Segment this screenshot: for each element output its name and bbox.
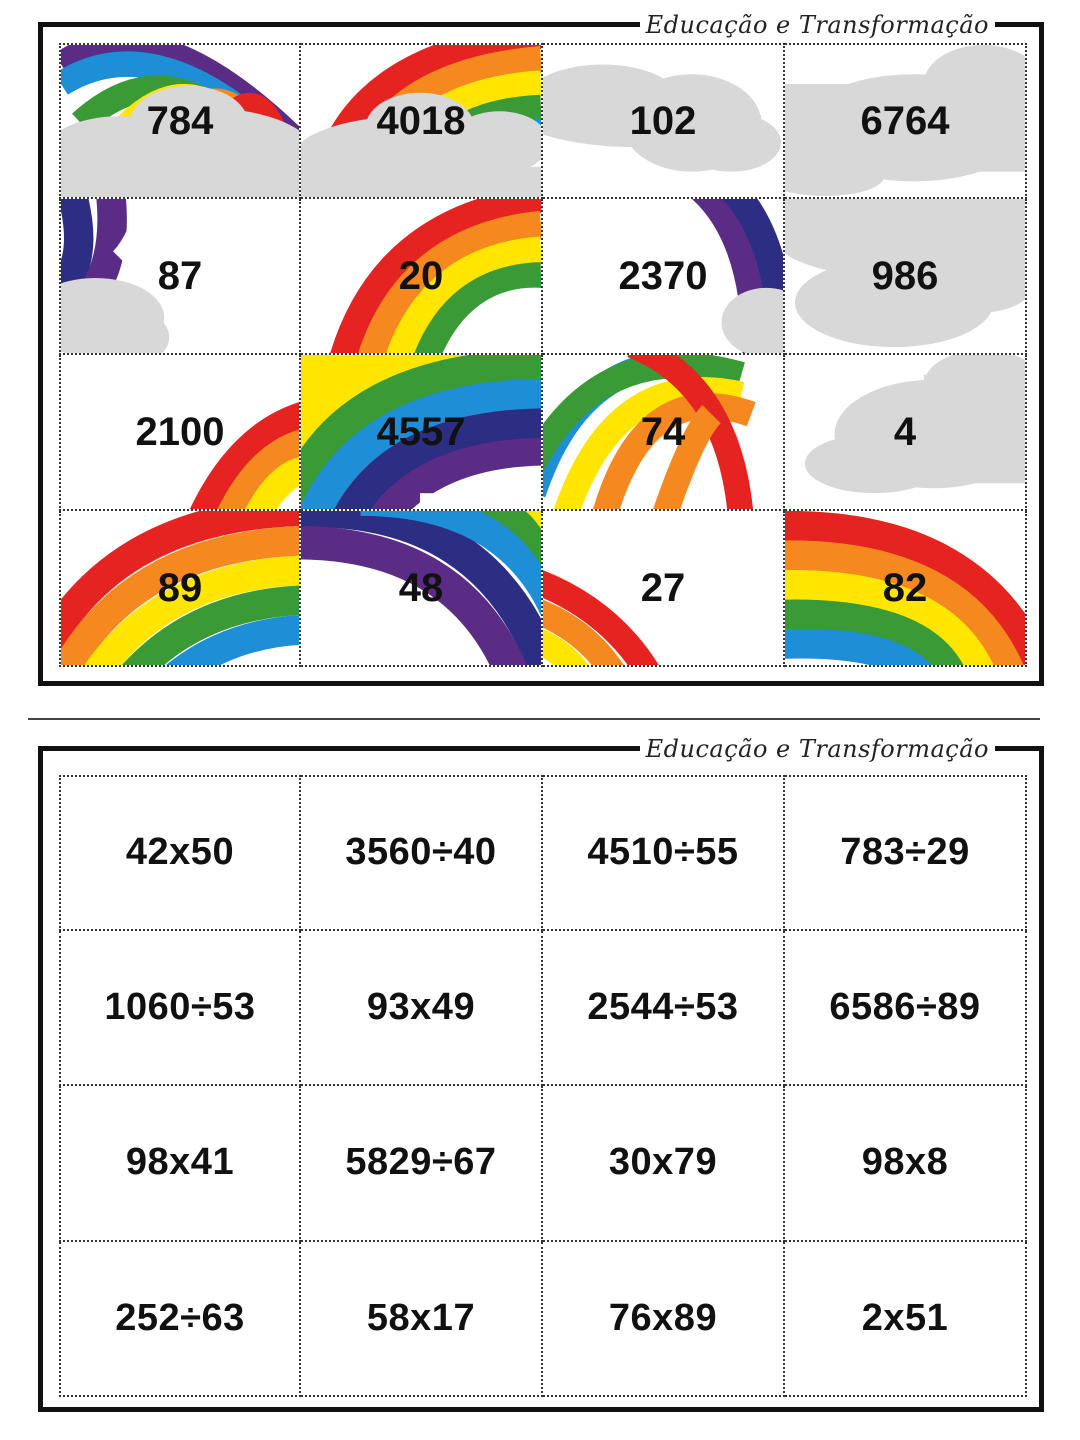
operation-text: 30x79 — [608, 1141, 718, 1184]
operation-text: 3560÷40 — [345, 831, 497, 874]
operation-text: 2x51 — [861, 1296, 949, 1339]
puzzle-tile — [785, 355, 1027, 511]
brand-label-top: Educação e Transformação — [640, 10, 995, 40]
operation-text: 76x89 — [608, 1296, 718, 1339]
puzzle-tile — [59, 199, 301, 355]
puzzle-tile — [59, 511, 301, 667]
operation-card — [785, 775, 1027, 931]
operation-text: 42x50 — [125, 831, 235, 874]
section-divider — [28, 718, 1040, 720]
puzzle-tile — [785, 199, 1027, 355]
puzzle-number: 4018 — [376, 98, 466, 143]
operation-text: 5829÷67 — [345, 1141, 497, 1184]
puzzle-number: 74 — [640, 409, 686, 454]
operation-text: 58x17 — [366, 1296, 476, 1339]
operation-card — [785, 1086, 1027, 1242]
operation-text: 98x41 — [125, 1141, 235, 1184]
puzzle-number: 2370 — [618, 253, 708, 298]
operation-text: 4510÷55 — [587, 831, 739, 874]
puzzle-tile — [301, 199, 543, 355]
brand-label-bottom: Educação e Transformação — [640, 734, 995, 764]
operation-card — [543, 1086, 785, 1242]
operations-sheet — [38, 735, 1044, 1412]
puzzle-tile — [301, 43, 543, 199]
puzzle-number: 2100 — [135, 409, 225, 454]
operation-text: 1060÷53 — [104, 985, 256, 1028]
puzzle-number: 102 — [629, 98, 697, 143]
puzzle-tile — [543, 511, 785, 667]
puzzle-number: 986 — [871, 253, 939, 298]
puzzle-number: 20 — [398, 253, 444, 298]
puzzle-number: 6764 — [860, 98, 950, 143]
operation-card — [785, 1242, 1027, 1398]
puzzle-tile — [59, 43, 301, 199]
operation-card — [543, 931, 785, 1087]
operation-text: 252÷63 — [115, 1296, 245, 1339]
puzzle-tile — [301, 511, 543, 667]
puzzle-tile — [59, 355, 301, 511]
operation-card — [543, 775, 785, 931]
operation-card — [301, 775, 543, 931]
operation-card — [59, 775, 301, 931]
puzzle-number: 87 — [157, 253, 203, 298]
operation-card — [59, 1086, 301, 1242]
operations-grid — [59, 775, 1027, 1397]
operation-card — [543, 1242, 785, 1398]
puzzle-number: 89 — [157, 565, 203, 610]
operation-card — [301, 931, 543, 1087]
puzzle-number: 48 — [398, 565, 444, 610]
puzzle-number: 4557 — [376, 409, 466, 454]
operation-card — [301, 1242, 543, 1398]
puzzle-tile — [543, 355, 785, 511]
operation-text: 2544÷53 — [587, 985, 739, 1028]
puzzle-tile — [543, 199, 785, 355]
puzzle-number: 784 — [146, 98, 214, 143]
puzzle-number: 27 — [640, 565, 686, 610]
operation-card — [301, 1086, 543, 1242]
puzzle-number: 4 — [893, 409, 917, 454]
puzzle-tile — [543, 43, 785, 199]
puzzle-sheet — [38, 11, 1044, 686]
operation-text: 6586÷89 — [829, 985, 981, 1028]
puzzle-tile — [301, 355, 543, 511]
operation-text: 93x49 — [366, 985, 476, 1028]
operation-text: 98x8 — [861, 1141, 949, 1184]
operation-card — [59, 931, 301, 1087]
operation-card — [785, 931, 1027, 1087]
operation-card — [59, 1242, 301, 1398]
puzzle-grid — [59, 43, 1027, 667]
puzzle-number: 82 — [882, 565, 928, 610]
puzzle-tile — [785, 43, 1027, 199]
puzzle-tile — [785, 511, 1027, 667]
operation-text: 783÷29 — [840, 831, 970, 874]
